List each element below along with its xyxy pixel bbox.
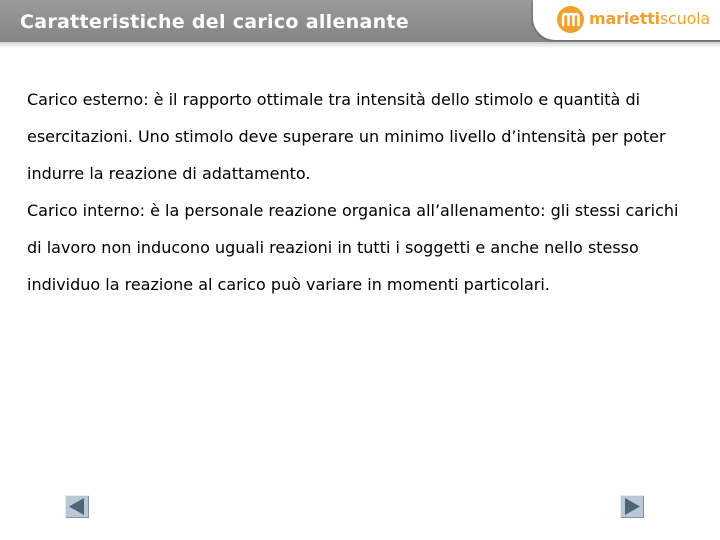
marietti-logo-icon (557, 6, 584, 33)
page-title: Caratteristiche del carico allenante (20, 11, 409, 33)
logo-text-light: scuola (659, 9, 711, 28)
term-label: Carico esterno (27, 90, 144, 109)
paragraph-text: : è la personale reazione organica all’allenamento: gli stessi carichi di lavoro non inducono uguali reazioni in tutti i soggetti e anche nello stesso individuo la reazione al carico può variare in momenti particolari. (27, 201, 679, 294)
triangle-left-icon (65, 495, 89, 518)
header-shadow (0, 42, 720, 48)
paragraph-carico-esterno (27, 81, 687, 192)
content-body (27, 81, 687, 303)
term-label: Carico interno (27, 201, 140, 220)
logo-text-strong: marietti (589, 9, 660, 28)
paragraph-carico-interno (27, 192, 687, 303)
triangle-right-icon (620, 495, 644, 518)
next-slide-button[interactable] (620, 495, 644, 518)
paragraph-text: : è il rapporto ottimale tra intensità dello stimolo e quantità di esercitazioni. Uno stimolo deve superare un minimo livello d’intensità per poter indurre la reazione di adattamento. (27, 90, 666, 183)
logo (533, 0, 720, 40)
previous-slide-button[interactable] (65, 495, 89, 518)
logo-text (589, 9, 710, 28)
